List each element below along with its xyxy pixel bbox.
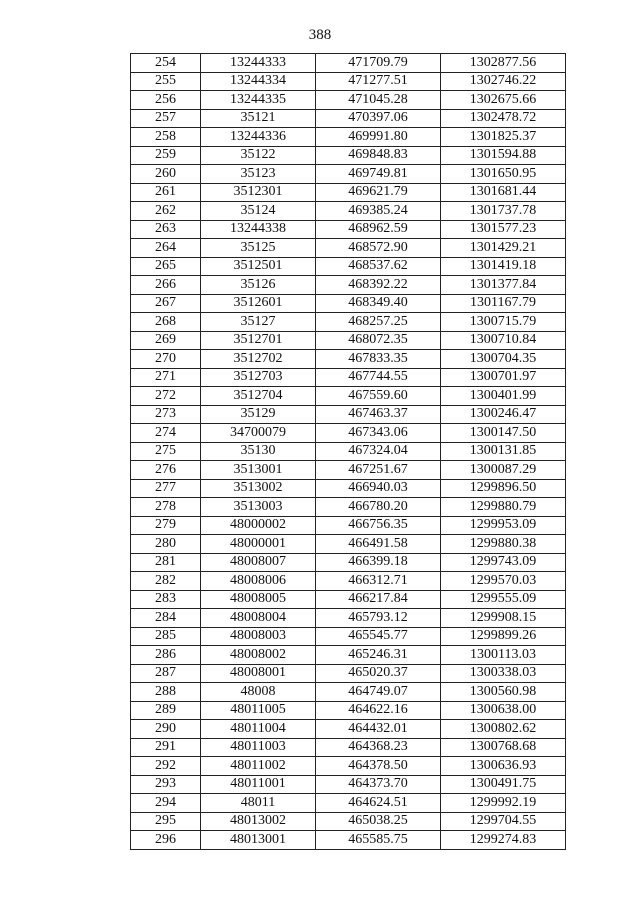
y-coordinate-cell: 1300338.03 <box>441 664 566 683</box>
point-id-cell: 3512704 <box>201 387 316 406</box>
row-index-cell: 293 <box>131 775 201 794</box>
x-coordinate-cell: 468962.59 <box>316 220 441 239</box>
row-index-cell: 273 <box>131 405 201 424</box>
point-id-cell: 35125 <box>201 239 316 258</box>
x-coordinate-cell: 471045.28 <box>316 91 441 110</box>
point-id-cell: 3513001 <box>201 461 316 480</box>
row-index-cell: 277 <box>131 479 201 498</box>
x-coordinate-cell: 466491.58 <box>316 535 441 554</box>
row-index-cell: 283 <box>131 590 201 609</box>
y-coordinate-cell: 1299992.19 <box>441 794 566 813</box>
row-index-cell: 280 <box>131 535 201 554</box>
point-id-cell: 3513002 <box>201 479 316 498</box>
table-row <box>131 775 566 794</box>
row-index-cell: 259 <box>131 146 201 165</box>
y-coordinate-cell: 1300491.75 <box>441 775 566 794</box>
point-id-cell: 13244336 <box>201 128 316 147</box>
table-row <box>131 183 566 202</box>
point-id-cell: 35124 <box>201 202 316 221</box>
table-row <box>131 627 566 646</box>
y-coordinate-cell: 1299743.09 <box>441 553 566 572</box>
row-index-cell: 292 <box>131 757 201 776</box>
point-id-cell: 48013001 <box>201 831 316 850</box>
x-coordinate-cell: 464373.70 <box>316 775 441 794</box>
point-id-cell: 48011005 <box>201 701 316 720</box>
point-id-cell: 3512601 <box>201 294 316 313</box>
x-coordinate-cell: 469385.24 <box>316 202 441 221</box>
table-row <box>131 479 566 498</box>
table-row <box>131 701 566 720</box>
x-coordinate-cell: 465793.12 <box>316 609 441 628</box>
table-row <box>131 146 566 165</box>
y-coordinate-cell: 1301419.18 <box>441 257 566 276</box>
y-coordinate-cell: 1301429.21 <box>441 239 566 258</box>
row-index-cell: 255 <box>131 72 201 91</box>
point-id-cell: 48008005 <box>201 590 316 609</box>
table-row <box>131 405 566 424</box>
row-index-cell: 294 <box>131 794 201 813</box>
x-coordinate-cell: 467463.37 <box>316 405 441 424</box>
y-coordinate-cell: 1300715.79 <box>441 313 566 332</box>
point-id-cell: 48011002 <box>201 757 316 776</box>
table-row <box>131 165 566 184</box>
y-coordinate-cell: 1299274.83 <box>441 831 566 850</box>
table-row <box>131 535 566 554</box>
point-id-cell: 48000002 <box>201 516 316 535</box>
row-index-cell: 261 <box>131 183 201 202</box>
y-coordinate-cell: 1302675.66 <box>441 91 566 110</box>
row-index-cell: 264 <box>131 239 201 258</box>
point-id-cell: 48011 <box>201 794 316 813</box>
row-index-cell: 256 <box>131 91 201 110</box>
y-coordinate-cell: 1301594.88 <box>441 146 566 165</box>
row-index-cell: 262 <box>131 202 201 221</box>
row-index-cell: 282 <box>131 572 201 591</box>
row-index-cell: 265 <box>131 257 201 276</box>
table-row <box>131 461 566 480</box>
x-coordinate-cell: 469749.81 <box>316 165 441 184</box>
table-row <box>131 331 566 350</box>
x-coordinate-cell: 466756.35 <box>316 516 441 535</box>
table-row <box>131 720 566 739</box>
x-coordinate-cell: 465246.31 <box>316 646 441 665</box>
y-coordinate-cell: 1299896.50 <box>441 479 566 498</box>
table-row <box>131 516 566 535</box>
row-index-cell: 291 <box>131 738 201 757</box>
table-row <box>131 128 566 147</box>
point-id-cell: 35129 <box>201 405 316 424</box>
table-row <box>131 109 566 128</box>
point-id-cell: 48008001 <box>201 664 316 683</box>
row-index-cell: 271 <box>131 368 201 387</box>
y-coordinate-cell: 1301681.44 <box>441 183 566 202</box>
point-id-cell: 35123 <box>201 165 316 184</box>
table-row <box>131 202 566 221</box>
point-id-cell: 3513003 <box>201 498 316 517</box>
x-coordinate-cell: 468572.90 <box>316 239 441 258</box>
y-coordinate-cell: 1299899.26 <box>441 627 566 646</box>
row-index-cell: 266 <box>131 276 201 295</box>
table-row <box>131 831 566 850</box>
row-index-cell: 288 <box>131 683 201 702</box>
x-coordinate-cell: 466217.84 <box>316 590 441 609</box>
table-row <box>131 646 566 665</box>
y-coordinate-cell: 1300401.99 <box>441 387 566 406</box>
point-id-cell: 48008003 <box>201 627 316 646</box>
table-row <box>131 368 566 387</box>
table-row <box>131 738 566 757</box>
y-coordinate-cell: 1300704.35 <box>441 350 566 369</box>
table-row <box>131 350 566 369</box>
y-coordinate-cell: 1300147.50 <box>441 424 566 443</box>
coordinates-table <box>130 53 566 850</box>
y-coordinate-cell: 1300638.00 <box>441 701 566 720</box>
point-id-cell: 3512301 <box>201 183 316 202</box>
y-coordinate-cell: 1300701.97 <box>441 368 566 387</box>
x-coordinate-cell: 466312.71 <box>316 572 441 591</box>
x-coordinate-cell: 466780.20 <box>316 498 441 517</box>
row-index-cell: 269 <box>131 331 201 350</box>
x-coordinate-cell: 464624.51 <box>316 794 441 813</box>
point-id-cell: 48008002 <box>201 646 316 665</box>
row-index-cell: 287 <box>131 664 201 683</box>
y-coordinate-cell: 1301650.95 <box>441 165 566 184</box>
row-index-cell: 272 <box>131 387 201 406</box>
row-index-cell: 290 <box>131 720 201 739</box>
x-coordinate-cell: 471709.79 <box>316 54 441 73</box>
row-index-cell: 286 <box>131 646 201 665</box>
row-index-cell: 258 <box>131 128 201 147</box>
x-coordinate-cell: 464368.23 <box>316 738 441 757</box>
x-coordinate-cell: 468072.35 <box>316 331 441 350</box>
table-row <box>131 757 566 776</box>
x-coordinate-cell: 465038.25 <box>316 812 441 831</box>
y-coordinate-cell: 1299953.09 <box>441 516 566 535</box>
row-index-cell: 285 <box>131 627 201 646</box>
x-coordinate-cell: 467833.35 <box>316 350 441 369</box>
row-index-cell: 276 <box>131 461 201 480</box>
y-coordinate-cell: 1301737.78 <box>441 202 566 221</box>
row-index-cell: 257 <box>131 109 201 128</box>
row-index-cell: 263 <box>131 220 201 239</box>
table-row <box>131 220 566 239</box>
point-id-cell: 48008007 <box>201 553 316 572</box>
y-coordinate-cell: 1300113.03 <box>441 646 566 665</box>
point-id-cell: 3512702 <box>201 350 316 369</box>
table-body <box>131 54 566 850</box>
point-id-cell: 3512501 <box>201 257 316 276</box>
point-id-cell: 13244334 <box>201 72 316 91</box>
y-coordinate-cell: 1302877.56 <box>441 54 566 73</box>
point-id-cell: 3512703 <box>201 368 316 387</box>
point-id-cell: 48011001 <box>201 775 316 794</box>
x-coordinate-cell: 467251.67 <box>316 461 441 480</box>
y-coordinate-cell: 1302478.72 <box>441 109 566 128</box>
table-row <box>131 442 566 461</box>
table-row <box>131 72 566 91</box>
point-id-cell: 48011004 <box>201 720 316 739</box>
y-coordinate-cell: 1300802.62 <box>441 720 566 739</box>
row-index-cell: 284 <box>131 609 201 628</box>
y-coordinate-cell: 1301377.84 <box>441 276 566 295</box>
point-id-cell: 35121 <box>201 109 316 128</box>
y-coordinate-cell: 1302746.22 <box>441 72 566 91</box>
point-id-cell: 48000001 <box>201 535 316 554</box>
point-id-cell: 48011003 <box>201 738 316 757</box>
point-id-cell: 35127 <box>201 313 316 332</box>
row-index-cell: 254 <box>131 54 201 73</box>
y-coordinate-cell: 1300131.85 <box>441 442 566 461</box>
table-row <box>131 683 566 702</box>
x-coordinate-cell: 468392.22 <box>316 276 441 295</box>
y-coordinate-cell: 1300560.98 <box>441 683 566 702</box>
row-index-cell: 274 <box>131 424 201 443</box>
x-coordinate-cell: 468349.40 <box>316 294 441 313</box>
y-coordinate-cell: 1301577.23 <box>441 220 566 239</box>
table-row <box>131 257 566 276</box>
x-coordinate-cell: 470397.06 <box>316 109 441 128</box>
table-row <box>131 812 566 831</box>
table-row <box>131 553 566 572</box>
table-row <box>131 91 566 110</box>
point-id-cell: 35126 <box>201 276 316 295</box>
x-coordinate-cell: 465585.75 <box>316 831 441 850</box>
table-row <box>131 387 566 406</box>
x-coordinate-cell: 469621.79 <box>316 183 441 202</box>
y-coordinate-cell: 1301167.79 <box>441 294 566 313</box>
x-coordinate-cell: 467324.04 <box>316 442 441 461</box>
page-number: 388 <box>308 27 332 43</box>
x-coordinate-cell: 467559.60 <box>316 387 441 406</box>
x-coordinate-cell: 468257.25 <box>316 313 441 332</box>
point-id-cell: 35122 <box>201 146 316 165</box>
row-index-cell: 260 <box>131 165 201 184</box>
row-index-cell: 275 <box>131 442 201 461</box>
x-coordinate-cell: 465020.37 <box>316 664 441 683</box>
table-row <box>131 313 566 332</box>
point-id-cell: 13244333 <box>201 54 316 73</box>
point-id-cell: 48013002 <box>201 812 316 831</box>
y-coordinate-cell: 1299880.79 <box>441 498 566 517</box>
y-coordinate-cell: 1300636.93 <box>441 757 566 776</box>
table-row <box>131 609 566 628</box>
point-id-cell: 48008004 <box>201 609 316 628</box>
x-coordinate-cell: 469991.80 <box>316 128 441 147</box>
y-coordinate-cell: 1301825.37 <box>441 128 566 147</box>
x-coordinate-cell: 467343.06 <box>316 424 441 443</box>
table-row <box>131 424 566 443</box>
y-coordinate-cell: 1300246.47 <box>441 405 566 424</box>
table-row <box>131 794 566 813</box>
row-index-cell: 289 <box>131 701 201 720</box>
table-row <box>131 590 566 609</box>
y-coordinate-cell: 1299555.09 <box>441 590 566 609</box>
point-id-cell: 48008 <box>201 683 316 702</box>
x-coordinate-cell: 468537.62 <box>316 257 441 276</box>
row-index-cell: 267 <box>131 294 201 313</box>
y-coordinate-cell: 1300710.84 <box>441 331 566 350</box>
row-index-cell: 268 <box>131 313 201 332</box>
x-coordinate-cell: 464622.16 <box>316 701 441 720</box>
row-index-cell: 281 <box>131 553 201 572</box>
y-coordinate-cell: 1299570.03 <box>441 572 566 591</box>
table-row <box>131 664 566 683</box>
x-coordinate-cell: 464378.50 <box>316 757 441 776</box>
x-coordinate-cell: 464749.07 <box>316 683 441 702</box>
table-row <box>131 276 566 295</box>
y-coordinate-cell: 1300768.68 <box>441 738 566 757</box>
table-row <box>131 294 566 313</box>
point-id-cell: 3512701 <box>201 331 316 350</box>
row-index-cell: 278 <box>131 498 201 517</box>
point-id-cell: 13244335 <box>201 91 316 110</box>
point-id-cell: 48008006 <box>201 572 316 591</box>
x-coordinate-cell: 464432.01 <box>316 720 441 739</box>
x-coordinate-cell: 466940.03 <box>316 479 441 498</box>
x-coordinate-cell: 471277.51 <box>316 72 441 91</box>
point-id-cell: 35130 <box>201 442 316 461</box>
point-id-cell: 13244338 <box>201 220 316 239</box>
point-id-cell: 34700079 <box>201 424 316 443</box>
y-coordinate-cell: 1299704.55 <box>441 812 566 831</box>
x-coordinate-cell: 467744.55 <box>316 368 441 387</box>
table-row <box>131 572 566 591</box>
table-row <box>131 239 566 258</box>
x-coordinate-cell: 469848.83 <box>316 146 441 165</box>
row-index-cell: 279 <box>131 516 201 535</box>
row-index-cell: 270 <box>131 350 201 369</box>
y-coordinate-cell: 1299908.15 <box>441 609 566 628</box>
x-coordinate-cell: 465545.77 <box>316 627 441 646</box>
row-index-cell: 295 <box>131 812 201 831</box>
y-coordinate-cell: 1300087.29 <box>441 461 566 480</box>
row-index-cell: 296 <box>131 831 201 850</box>
y-coordinate-cell: 1299880.38 <box>441 535 566 554</box>
table-row <box>131 498 566 517</box>
x-coordinate-cell: 466399.18 <box>316 553 441 572</box>
table-row <box>131 54 566 73</box>
